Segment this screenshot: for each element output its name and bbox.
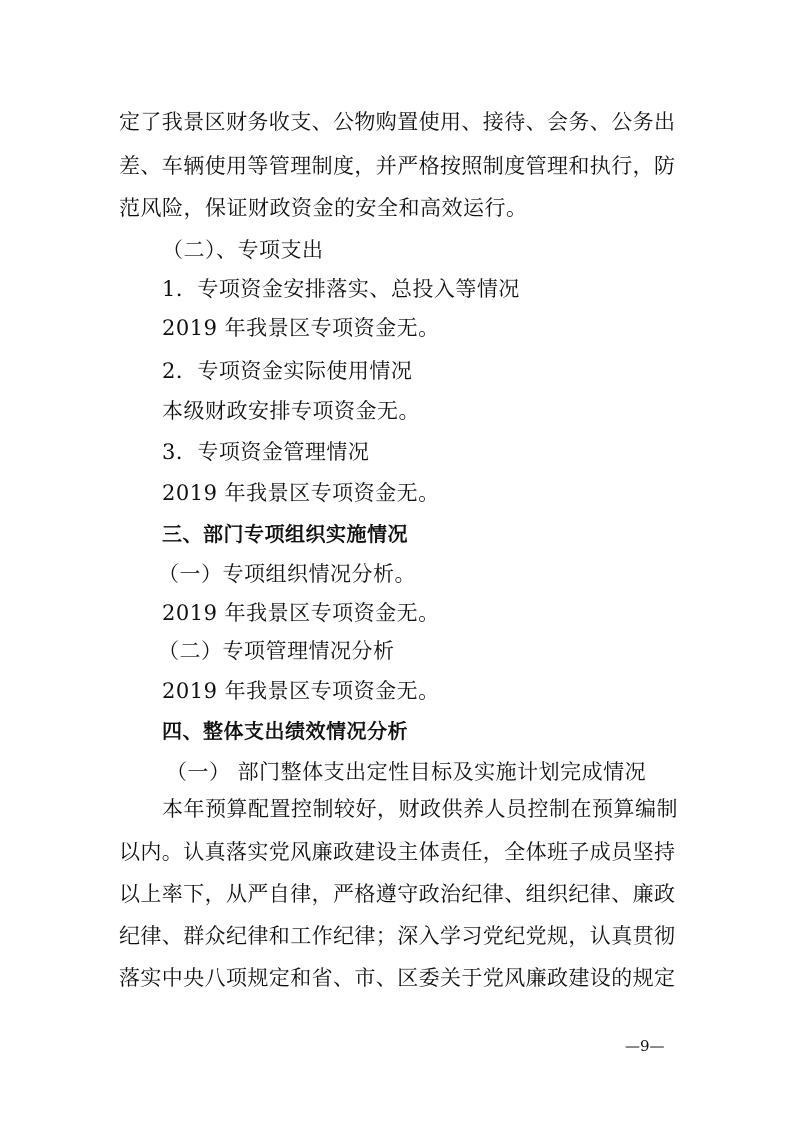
section-heading: 三、部门专项组织实施情况 bbox=[162, 522, 408, 546]
paragraph-line: 纪律、群众纪律和工作纪律；深入学习党纪党规，认真贯彻 bbox=[119, 924, 675, 948]
paragraph-line: 2019 年我景区专项资金无。 bbox=[162, 601, 440, 625]
section-subheading: （二）、专项支出 bbox=[162, 238, 324, 262]
paragraph-line: 2019 年我景区专项资金无。 bbox=[162, 316, 440, 340]
paragraph-line: 2019 年我景区专项资金无。 bbox=[162, 481, 440, 505]
paragraph-line: 范风险，保证财政资金的安全和高效运行。 bbox=[119, 196, 528, 220]
item-heading: 1．专项资金安排落实、总投入等情况 bbox=[162, 277, 520, 301]
paragraph-line: 落实中央八项规定和省、市、区委关于党风廉政建设的规定 bbox=[119, 966, 675, 990]
page-number: —9— bbox=[625, 1037, 665, 1055]
item-heading: 2．专项资金实际使用情况 bbox=[162, 359, 413, 383]
paragraph-line: 本级财政安排专项资金无。 bbox=[162, 399, 420, 423]
section-subheading: （一）专项组织情况分析。 bbox=[158, 562, 416, 586]
section-heading: 四、整体支出绩效情况分析 bbox=[162, 719, 408, 743]
paragraph-line: 本年预算配置控制较好，财政供养人员控制在预算编制 bbox=[162, 797, 678, 821]
paragraph-line: 以上率下，从严自律，严格遵守政治纪律、组织纪律、廉政 bbox=[119, 882, 675, 906]
section-subheading: （二）专项管理情况分析 bbox=[158, 639, 395, 663]
paragraph-line: 差、车辆使用等管理制度，并严格按照制度管理和执行，防 bbox=[119, 154, 675, 178]
section-subheading: （一） 部门整体支出定性目标及实施计划完成情况 bbox=[166, 760, 647, 784]
paragraph-line: 以内。认真落实党风廉政建设主体责任，全体班子成员坚持 bbox=[119, 840, 675, 864]
paragraph-line: 2019 年我景区专项资金无。 bbox=[162, 679, 440, 703]
item-heading: 3．专项资金管理情况 bbox=[162, 440, 370, 464]
paragraph-line: 定了我景区财务收支、公物购置使用、接待、会务、公务出 bbox=[119, 110, 675, 134]
